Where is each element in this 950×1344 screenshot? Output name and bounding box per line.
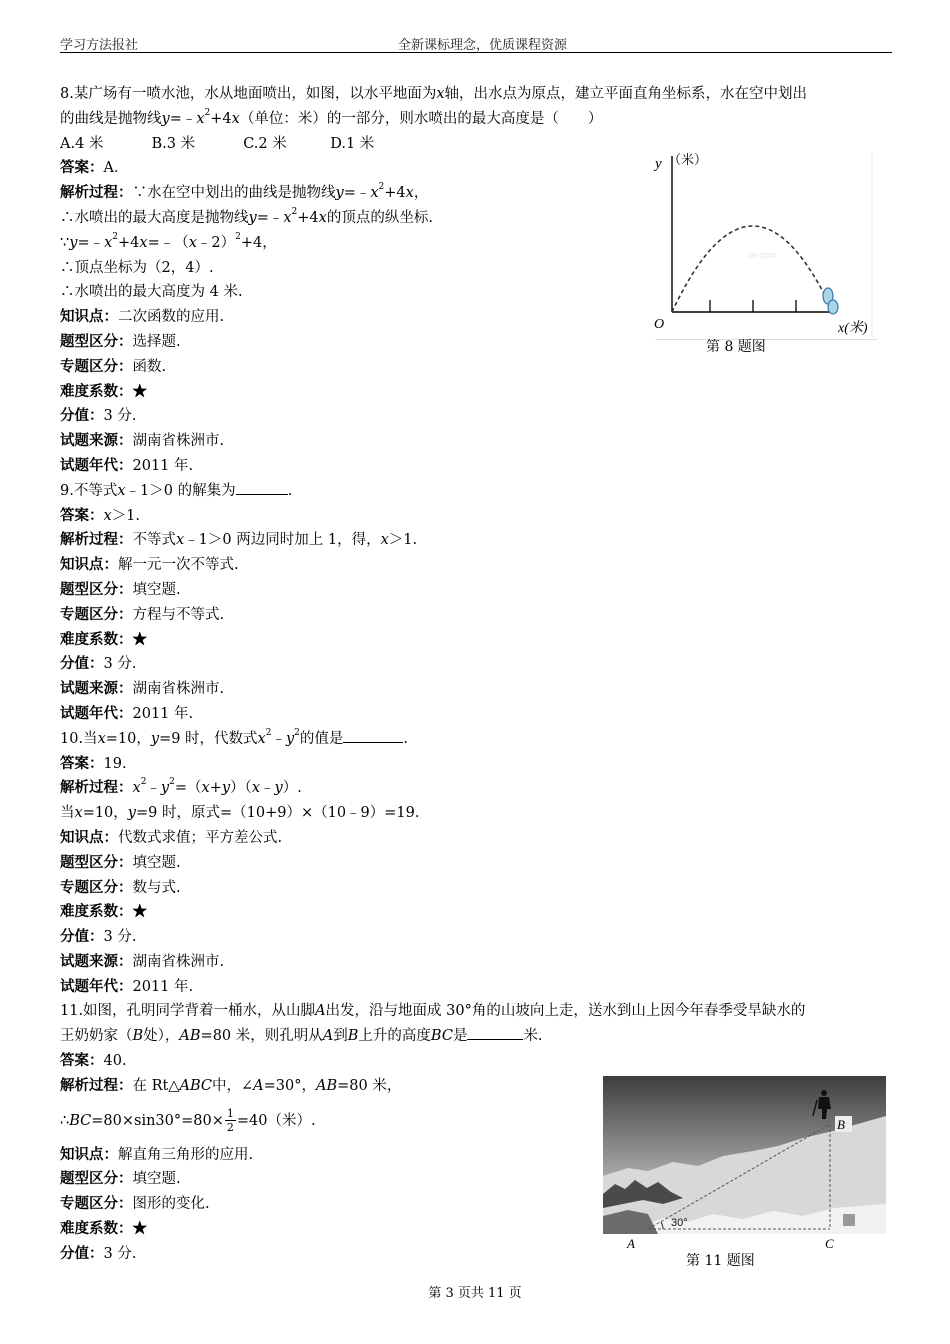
- water-droplet-lower: [828, 300, 838, 314]
- q9-knowledge: 知识点：解一元一次不等式.: [60, 556, 239, 574]
- q10-solution-1: 解析过程：$x^2﹣y^2=(x+y)(x﹣y)$.: [60, 777, 302, 797]
- q9-difficulty: 难度系数：★: [60, 630, 147, 648]
- q8-solution-5: ∴水喷出的最大高度为 4 米.: [60, 284, 243, 301]
- q8-knowledge: 知识点：二次函数的应用.: [60, 308, 225, 326]
- q10-difficulty: 难度系数：★: [60, 903, 147, 921]
- q10-knowledge: 知识点：代数式求值；平方差公式.: [60, 828, 283, 846]
- q8-source: 试题来源：湖南省株洲市.: [60, 432, 225, 450]
- point-a-label: A: [627, 1236, 635, 1251]
- q11-slope-figure: [603, 1076, 886, 1251]
- q8-solution-4: ∴顶点坐标为（2，4）.: [60, 259, 214, 276]
- q11-solution-1: 解析过程：在 Rt△ABC中，∠A=30°，AB=80 米，: [60, 1076, 402, 1094]
- q11-answer: 答案：40.: [60, 1052, 127, 1070]
- q10-solution-2: 当x=10，y=9 时，原式=（10+9）×（10﹣9）=19.: [60, 805, 420, 822]
- q11-type: 题型区分：填空题.: [60, 1170, 181, 1188]
- fraction-one-half: $\frac{1}{2}$: [226, 1107, 234, 1135]
- angle-label: 30°: [671, 1217, 688, 1229]
- q11-knowledge: 知识点：解直角三角形的应用.: [60, 1145, 254, 1163]
- q8-solution-1: 解析过程：∵水在空中划出的曲线是抛物线$y=﹣x^2+4x$，: [60, 182, 429, 202]
- watermark: oe.com: [747, 250, 777, 260]
- q9-topic: 专题区分：方程与不等式.: [60, 605, 225, 623]
- q11-difficulty: 难度系数：★: [60, 1220, 147, 1238]
- q9-solution: 解析过程：不等式x﹣1＞0 两边同时加上 1，得，x＞1.: [60, 531, 418, 549]
- q9-answer: 答案：x＞1.: [60, 506, 141, 524]
- figure-bottom-margin: [603, 1234, 886, 1251]
- q11-figure-caption: 第 11 题图: [686, 1253, 755, 1269]
- q10-type: 题型区分：填空题.: [60, 853, 181, 871]
- q9-answer-blank: [236, 480, 288, 495]
- page-header: [60, 34, 892, 53]
- q11-score: 分值：3 分.: [60, 1244, 137, 1262]
- q10-source: 试题来源：湖南省株洲市.: [60, 952, 225, 970]
- q8-options: A.4 米 B.3 米 C.2 米 D.1 米: [60, 135, 375, 152]
- right-angle-marker: [843, 1214, 855, 1226]
- q10-year: 试题年代：2011 年.: [60, 977, 194, 995]
- q8-difficulty: 难度系数：★: [60, 382, 147, 400]
- q8-stem-line2: 的曲线是抛物线$y=﹣x^2+4x$（单位：米）的一部分，则水喷出的最大高度是（ ）: [60, 107, 603, 127]
- q8-score: 分值：3 分.: [60, 407, 137, 425]
- q8-solution-2: ∴水喷出的最大高度是抛物线$y=﹣x^2+4x$的顶点的纵坐标.: [60, 206, 433, 226]
- q11-answer-blank: [467, 1025, 523, 1040]
- q9-year: 试题年代：2011 年.: [60, 704, 194, 722]
- q10-topic: 专题区分：数与式.: [60, 878, 181, 896]
- q8-year: 试题年代：2011 年.: [60, 456, 194, 474]
- q11-topic: 专题区分：图形的变化.: [60, 1195, 210, 1213]
- q8-type: 题型区分：选择题.: [60, 332, 181, 350]
- q8-solution-3: $\because y=﹣x^2+4x=﹣(x﹣2)^2+4$，: [60, 231, 277, 251]
- page-footer: 第 3 页共 11 页: [428, 1286, 522, 1301]
- q11-solution-2: ∴BC=80×sin30°=80× $\frac{1}{2}$ =40（米）.: [60, 1107, 316, 1135]
- q10-answer: 答案：19.: [60, 754, 127, 772]
- q8-stem-line1: 8.某广场有一喷水池，水从地面喷出，如图，以水平地面为x轴，出水点为原点，建立平面直角坐标系，水在空中划出: [60, 86, 808, 102]
- x-axis-label: x(米): [838, 321, 868, 336]
- q11-stem-line1: 11.如图，孔明同学背着一桶水，从山脚A出发，沿与地面成 30°角的山坡向上走，送水到山上因今年春季受旱缺水的: [60, 1003, 806, 1020]
- header-publisher: 学习方法报社: [60, 38, 139, 53]
- q9-score: 分值：3 分.: [60, 655, 137, 673]
- q8-topic: 专题区分：函数.: [60, 357, 167, 375]
- q8-answer: 答案：A．: [60, 159, 129, 177]
- point-c-label: C: [825, 1236, 834, 1251]
- y-axis-label: y: [655, 156, 662, 172]
- header-slogan: 全新课标理念，优质课程资源: [398, 38, 568, 53]
- point-b-label: B: [837, 1117, 845, 1132]
- q9-source: 试题来源：湖南省株洲市.: [60, 680, 225, 698]
- q10-stem: 10.当x=10，y=9 时，代数式$x^2﹣y^2$的值是 .: [60, 727, 409, 747]
- q8-figure-caption: 第 8 题图: [706, 339, 766, 355]
- y-axis-unit: （米）: [668, 153, 708, 168]
- q9-type: 题型区分：填空题.: [60, 580, 181, 598]
- q10-score: 分值：3 分.: [60, 928, 137, 946]
- origin-label: O: [654, 317, 665, 332]
- q11-stem-line2: 王奶奶家（B处），AB=80 米，则孔明从A到B上升的高度BC是 米.: [60, 1024, 895, 1049]
- q10-answer-blank: [343, 728, 403, 743]
- q9-stem: 9.不等式x﹣1＞0 的解集为 .: [60, 479, 895, 504]
- q8-parabola-figure: [652, 150, 880, 340]
